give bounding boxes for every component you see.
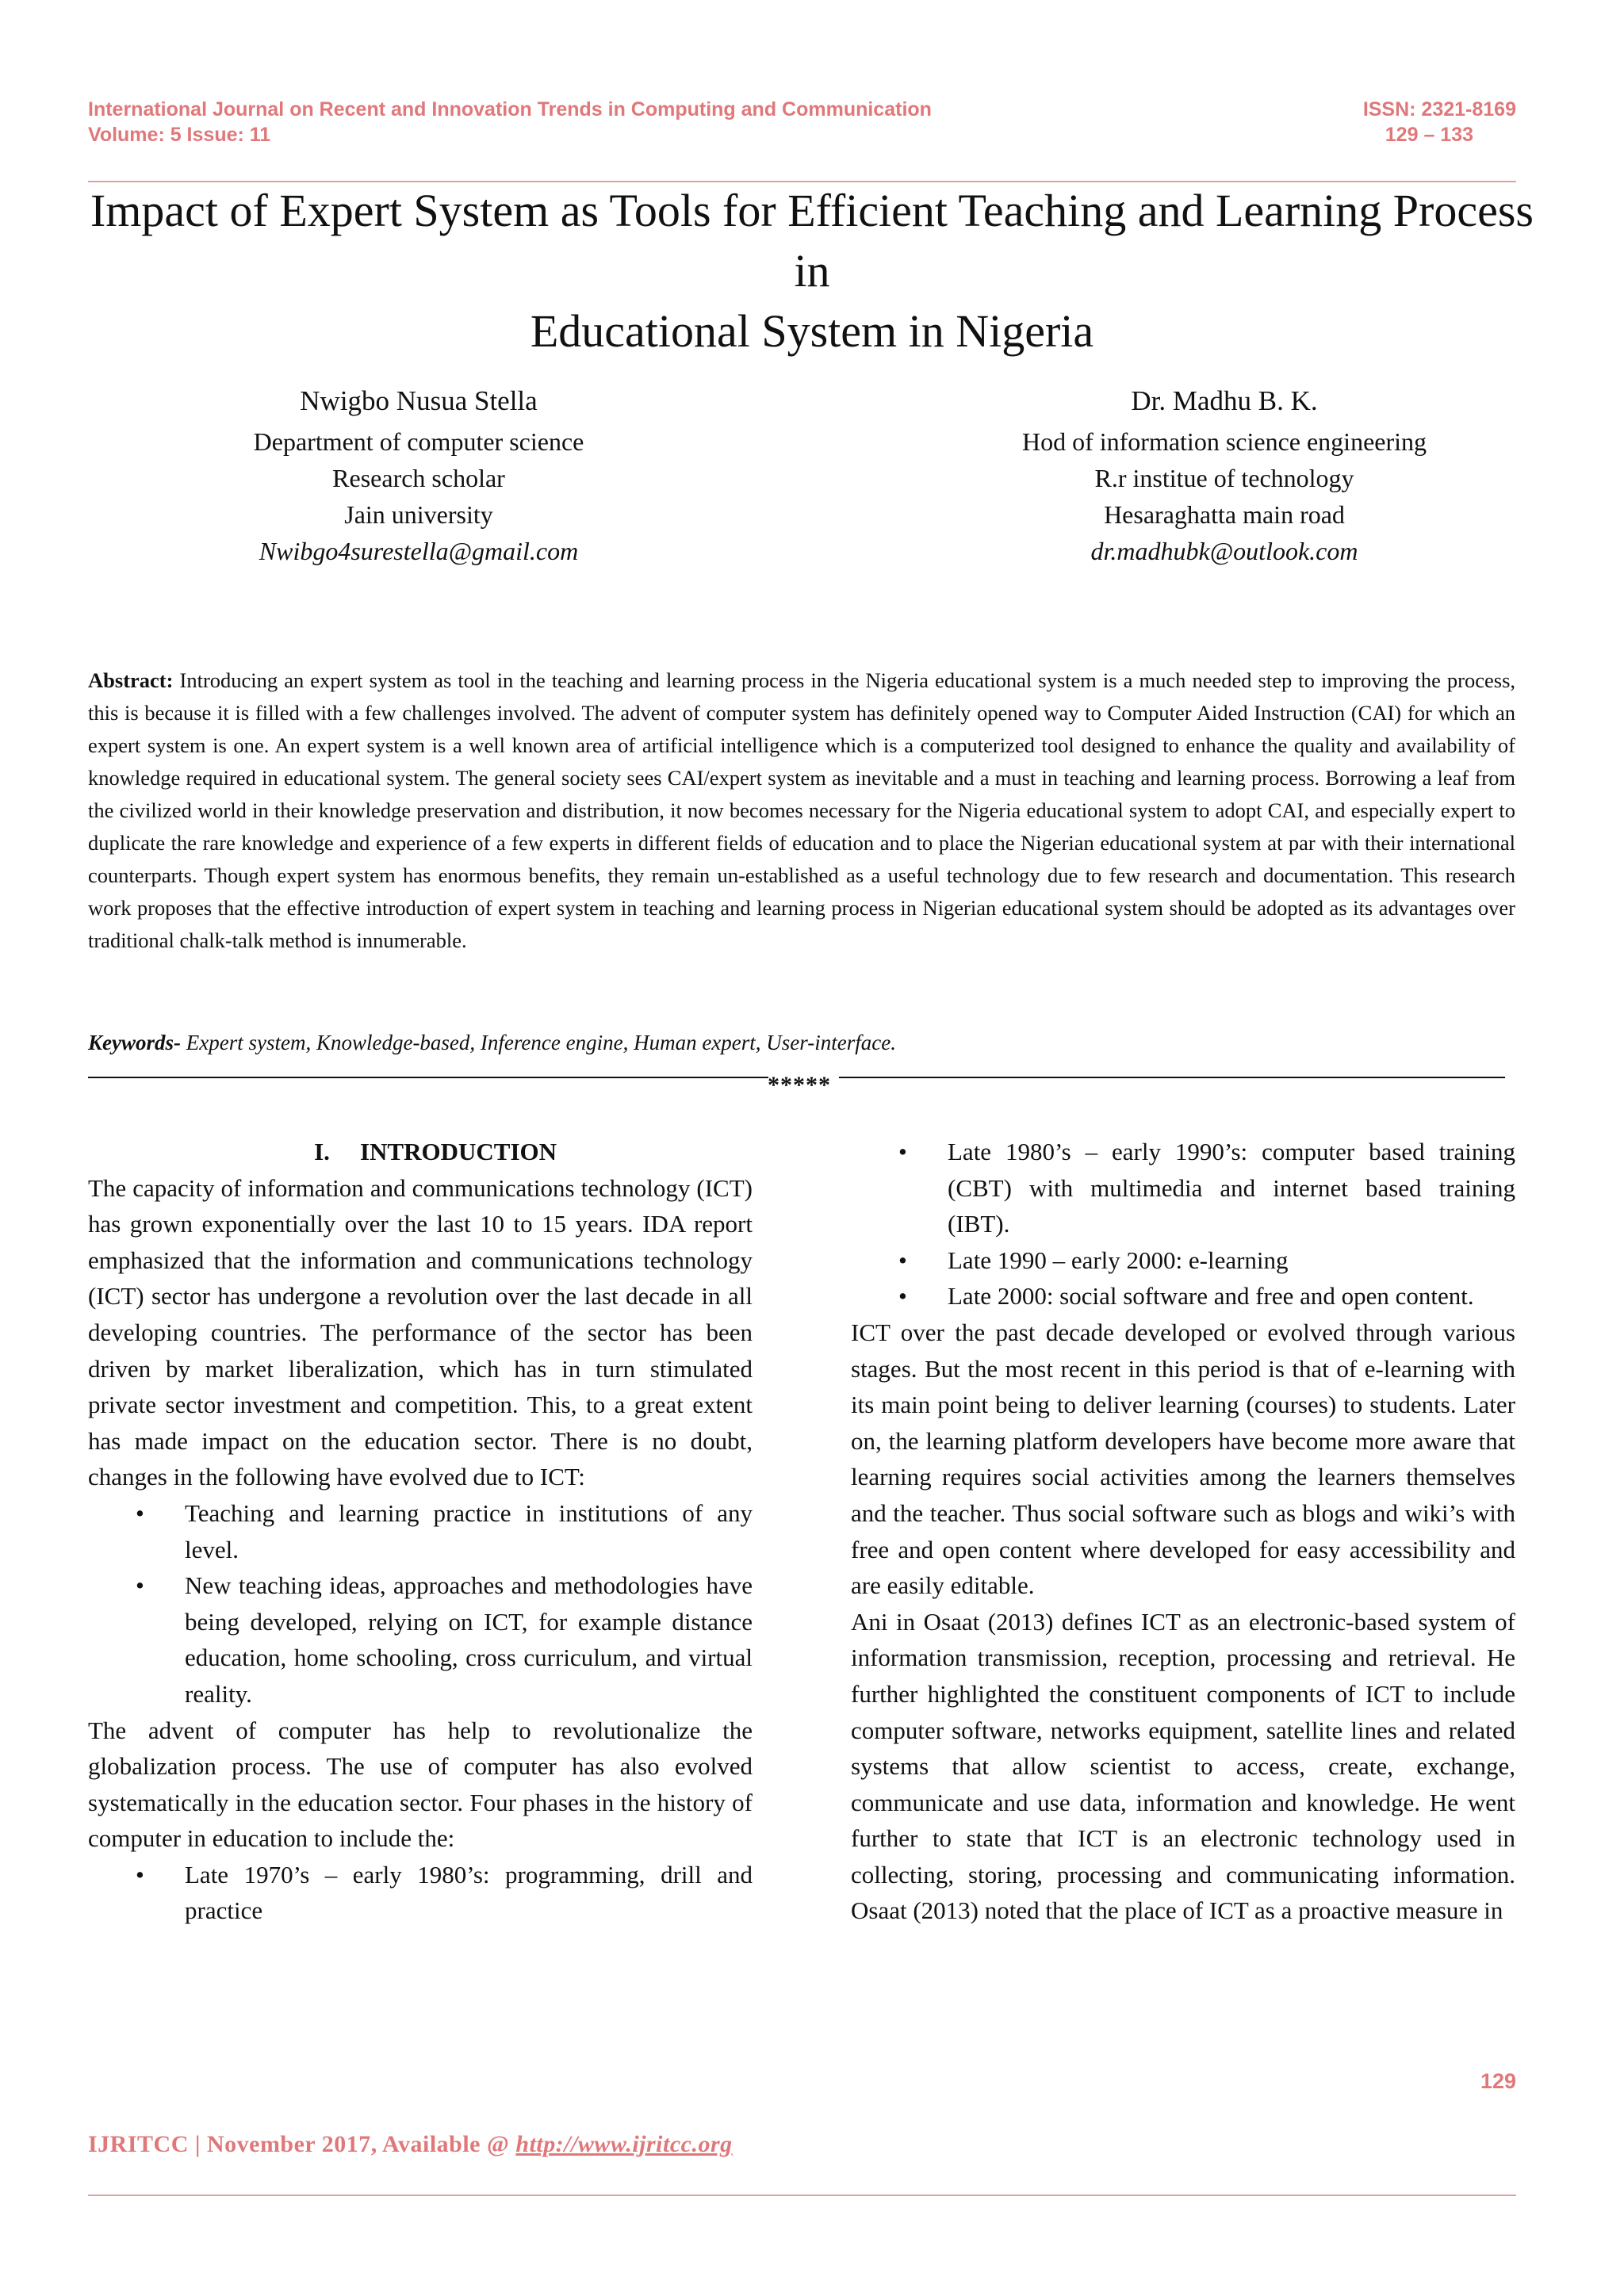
keywords [88,1027,1515,1058]
paragraph: Ani in Osaat (2013) defines ICT as an electronic-based system of information transmission, reception, processing and retrieval. He further highlighted the constituent components of ICT to include computer software, networks equipment, satellite lines and related systems that allow scientist to access, create, exchange, communicate and use data, information and knowledge. He went further to state that ICT is an electronic technology used in collecting, storing, processing and communicating information. Osaat (2013) noted that the place of ICT as a proactive measure in [851,1607,1515,1925]
title-line-1: Impact of Expert System as Tools for Efficient Teaching and Learning Process in [90,185,1534,297]
abstract [88,664,1515,957]
author-block-1 [117,379,720,569]
section-heading [88,1134,753,1170]
bullet-list [88,1857,753,1929]
title-line-2: Educational System in Nigeria [530,305,1094,357]
footer-text: IJRITCC | November 2017, Available @ [88,2131,516,2157]
separator-stars: ***** [768,1072,831,1098]
section-title: INTRODUCTION [359,1138,557,1165]
abstract-text: Introducing an expert system as tool in the teaching and learning process in the Nigeria educational system is a much needed step to improving the process, this is because it is filled with a few challenges involved. The advent of computer system has definitely opened way to Computer Aided Instruction (CAI) for which an expert system is one. An expert system is a well known area of artificial intelligence which is a computerized tool designed to enhance the quality and availability of knowledge required in educational system. The general society sees CAI/expert system as inevitable and a must in teaching and learning process. Borrowing a leaf from the civilized world in their knowledge preservation and distribution, it now becomes necessary for the Nigeria educational system to adopt CAI, and especially expert to duplicate the rare knowledge and experience of a few experts in different fields of education and to place the Nigerian educational system at par with their international counterparts. Though expert system has enormous benefits, they remain un-established as a useful technology due to few research and documentation. This research work proposes that the effective introduction of expert system in teaching and learning process in Nigerian educational system should be adopted as its advantages over traditional chalk-talk method is innumerable. [88,668,1516,952]
paragraph: The capacity of information and communications technology (ICT) has grown exponentially over the last 10 to 15 years. IDA report emphasized that the information and communications technology (ICT) sector has undergone a revolution over the last decade in all developing countries. The performance of the sector has been driven by market liberalization, which has in turn stimulated private sector investment and competition. This, to a great extent has made impact on the education sector. There is no doubt, changes in the following have evolved due to ICT: [88,1173,753,1491]
list-item: • Late 1970’s – early 1980’s: programming, drill and practice [185,1857,753,1929]
footer [88,2131,733,2158]
list-item: • New teaching ideas, approaches and methodologies have being developed, relying on ICT, for example distance education, home schooling, cross curriculum, and virtual reality. [185,1567,753,1712]
author-email: dr.madhubk@outlook.com [1090,537,1358,565]
issn-block [1269,97,1516,147]
author-affiliation: Department of computer science [253,427,584,456]
footer-link[interactable]: http://www.ijritcc.org [515,2131,733,2157]
separator-rule-left [88,1077,768,1078]
paragraph: ICT over the past decade developed or evolved through various stages. But the most recent in this period is that of e-learning with its main point being to deliver learning (courses) to students. Later on, the learning platform developers have become more aware that learning requires social activities among the learners themselves and the teacher. Thus social software such as blogs and wiki’s with free and open content where developed for easy accessibility and are easily editable. [851,1318,1515,1600]
author-affiliation: Jain university [344,500,493,529]
author-affiliation: R.r institue of technology [1094,464,1354,492]
issn: ISSN: 2321-8169 [1362,98,1516,121]
author-affiliation: Hod of information science engineering [1021,427,1427,456]
list-item: • Teaching and learning practice in institutions of any level. [185,1495,753,1567]
author-name: Dr. Madhu B. K. [1131,385,1318,416]
abstract-label: Abstract: [88,668,174,692]
author-affiliation: Research scholar [332,464,505,492]
list-item: • Late 1990 – early 2000: e-learning [948,1242,1515,1279]
list-item: • Late 2000: social software and free and open content. [948,1278,1515,1314]
author-name: Nwigbo Nusua Stella [300,385,538,416]
page-range: 129 – 133 [1385,124,1473,146]
section-number: I. [314,1138,330,1165]
author-block-2 [923,379,1526,569]
journal-name: International Journal on Recent and Innovation Trends in Computing and Communication [88,98,932,121]
keywords-text: Expert system, Knowledge-based, Inference engine, Human expert, User-interface. [181,1031,896,1054]
paragraph: The advent of computer has help to revolutionalize the globalization process. The use of computer has also evolved systematically in the education sector. Four phases in the history of computer in education to include the: [88,1716,753,1853]
journal-volume: Volume: 5 Issue: 11 [88,124,271,146]
list-item: • Late 1980’s – early 1990’s: computer based training (CBT) with multimedia and internet based training (IBT). [948,1134,1515,1242]
page-number: 129 [1480,2069,1516,2093]
bullet-list [88,1495,753,1712]
journal-header [88,97,932,147]
separator-rule-right [839,1077,1505,1078]
paper-title [79,181,1545,362]
bullet-list [851,1134,1515,1314]
keywords-label: Keywords- [88,1031,181,1054]
author-email: Nwibgo4surestella@gmail.com [259,537,579,565]
left-column [88,1134,753,1929]
right-column [851,1134,1515,1929]
footer-rule [88,2195,1516,2196]
author-affiliation: Hesaraghatta main road [1104,500,1345,529]
